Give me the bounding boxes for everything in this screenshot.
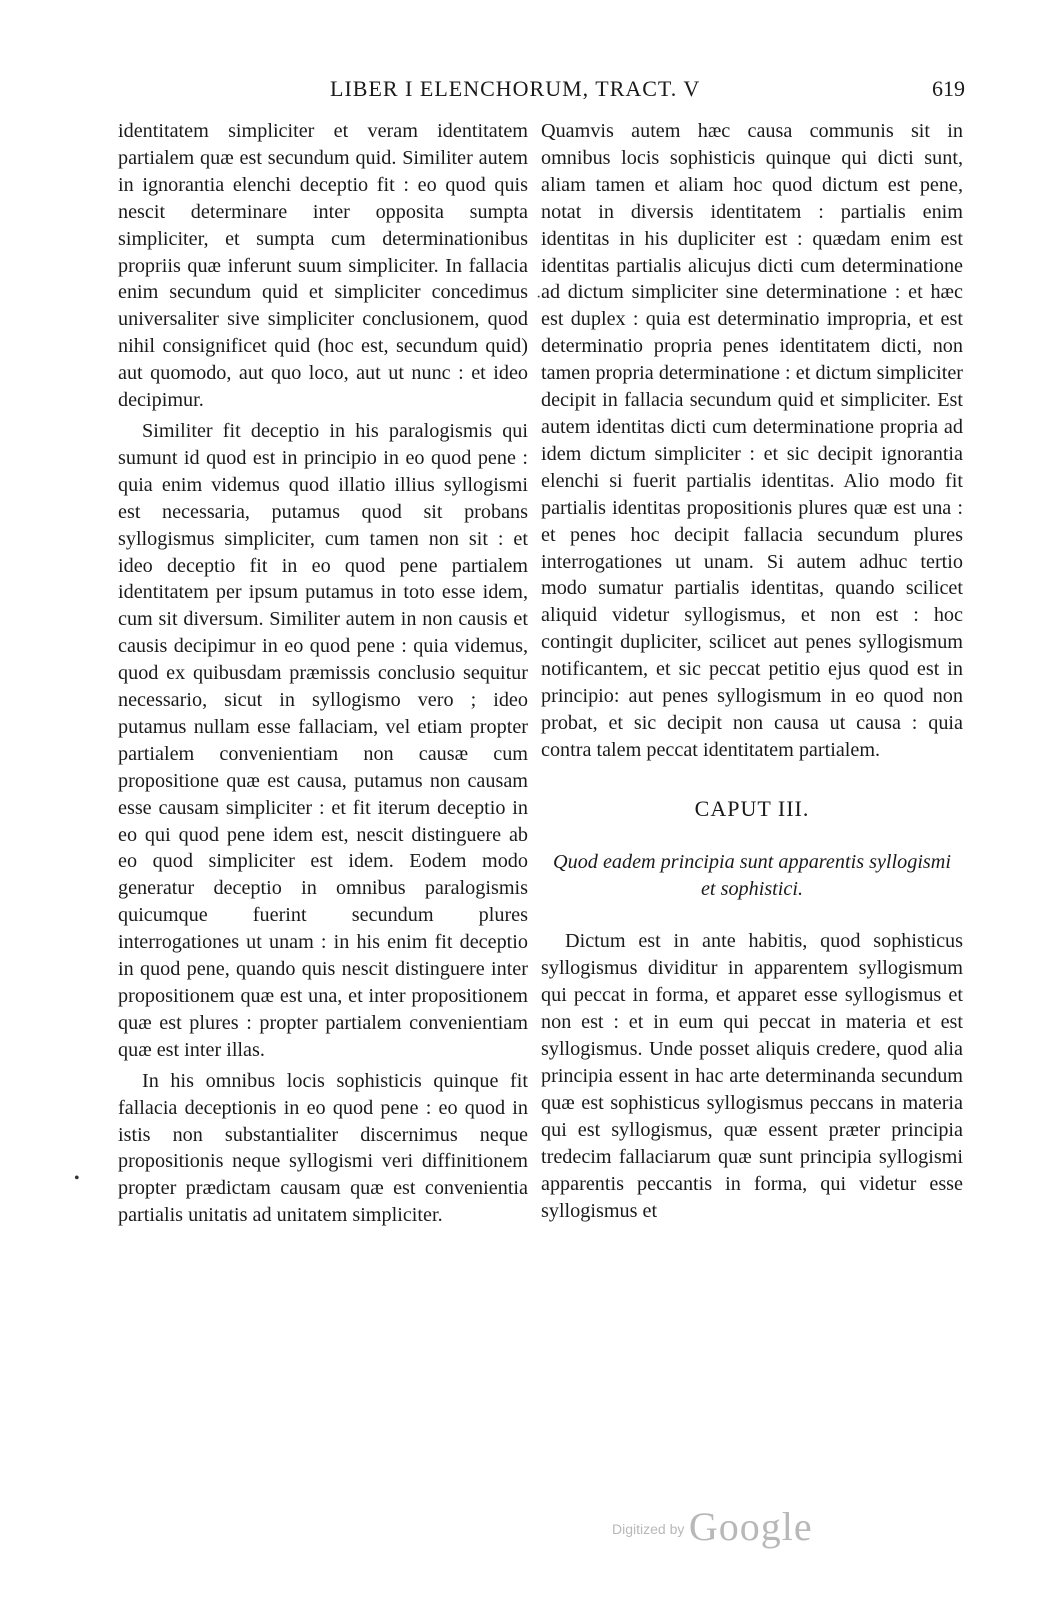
- left-paragraph-1: identitatem simpliciter et veram identitatem partialem quæ est secundum quid. Similiter autem in ignorantia elenchi deceptio fit : eo quod quis nescit determinare inter opposita sumpta simpliciter, et sumpta cum determinationibus propriis quæ inferunt suum simpliciter. In fallacia enim secundum quid et simpliciter concedimus universaliter sive simpliciter conclusionem, quod nihil consignificet quid (hoc est, secundum quid) aut quomodo, aut quo loco, aut ut nunc : et ideo decipimur.: [118, 120, 528, 412]
- google-watermark: [612, 1503, 813, 1550]
- running-title: LIBER I ELENCHORUM, TRACT. V: [330, 76, 701, 101]
- left-paragraph-2: Similiter fit deceptio in his paralogismis qui sumunt id quod est in principio in eo quod pene : quia enim videmus quod illatio illius syllogismi est necessaria, putamus quod sit probans syllogismus simpliciter, cum tamen non sit : et ideo deceptio fit in eo quod pene partialem identitatem per ipsum putamus in toto esse idem, cum sit diversum. Similiter autem in non causis et causis decipimur in eo quod pene : quia videmus, quod ex quibusdam præmissis conclusio sequitur necessario, sicut in syllogismo vero ; ideo putamus nullam esse fallaciam, vel etiam propter partialem convenientiam non causæ cum propositione quæ est causa, putamus non causam esse causam simpliciter : et fit iterum deceptio in eo qui quod pene idem est, nescit distinguere ab eo quod simpliciter est idem. Eodem modo generatur deceptio in omnibus paralogismis quicumque fuerint secundum plures interrogationes ut unam : in his enim fit deceptio in quod pene, quando quis nescit distinguere inter propositionem quæ est una, et inter propositionem quæ est plures : propter partialem convenientiam quæ est inter illas.: [118, 419, 528, 1061]
- chapter-subtitle: Quod eadem principia sunt apparentis syllogismi et sophistici.: [553, 850, 951, 900]
- chapter-heading: CAPUT III.: [694, 795, 810, 821]
- right-paragraph-2: Dictum est in ante habitis, quod sophisticus syllogismus dividitur in apparentem syllogismum qui peccat in forma, et apparet esse syllogismus et non est : et in eum qui peccat in materia et est syllogismus. Unde posset aliquis credere, quod alia principia essent in hac arte determinanda secundum quæ est sophisticus syllogismus peccans in materia qui est syllogismus, quæ essent præter principia tredecim fallaciarum quæ sunt principia syllogismi apparentis peccantis in forma, qui videtur esse syllogismus et: [541, 930, 963, 1222]
- right-column: [541, 118, 963, 1224]
- margin-dot: •: [74, 1170, 80, 1187]
- page-number: 619: [932, 76, 965, 101]
- left-paragraph-3: In his omnibus locis sophisticis quinque fit fallacia deceptionis in eo quod pene : eo quod in istis non substantialiter discernimus neque propositionis neque syllogismi veri diffinitionem propter prædictam causam quæ est convenientia partialis unitatis ad unitatem simpliciter.: [118, 1069, 528, 1227]
- google-logo: Google: [688, 1504, 813, 1549]
- right-paragraph-1: Quamvis autem hæc causa communis sit in omnibus locis sophisticis quinque qui dicti sunt, aliam tamen et aliam hoc quod dictum est pene, notat in diversis identitatem : partialis enim identitas in his dupliciter est : quædam enim est identitas partialis alicujus dicti cum determinatione ad dictum simpliciter sine determinatione : et hæc est duplex : quia est determinatio impropria, et est determinatio propria penes identitatem dicti, non tamen propria determinatione : et dictum simpliciter decipit in fallacia secundum quid et simpliciter. Est autem identitas dicti cum determinatione propria ad idem dictum simpliciter : et sic decipit ignorantia elenchi si fuerit partialis identitas. Alio modo fit partialis identitas propositionis plures quæ est una : et penes hoc decipit fallacia secundum plures interrogationes ut unam. Si autem adhuc tertio modo sumatur partialis identitas, quando scilicet aliquid videtur syllogismus, et non est : hoc contingit dupliciter, scilicet aut penes syllogismum notificantem, et sic peccat petitio ejus quod est in principio: aut penes syllogismum in eo quod non probat, et sic decipit non causa ut causa : quia contra talem peccat identitatem partialem.: [541, 120, 963, 761]
- digitized-by-text: Digitized by: [612, 1521, 685, 1537]
- running-header: [115, 76, 965, 106]
- margin-dot: ·: [536, 289, 542, 306]
- left-column: [118, 118, 528, 1229]
